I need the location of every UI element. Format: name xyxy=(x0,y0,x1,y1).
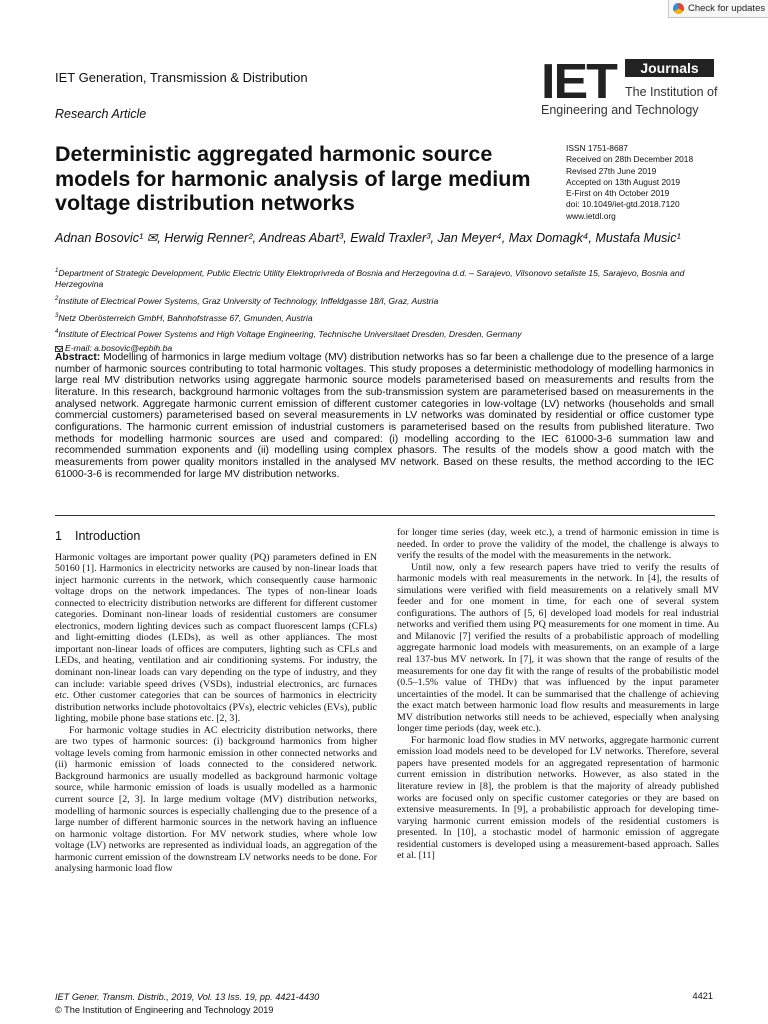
paragraph: for longer time series (day, week etc.), a trend of harmonic emission in time is needed. In order to prove the validity of the model, the challenge is always to verify the results of the model with the measurements in the network. xyxy=(397,527,719,562)
iet-journals-logo xyxy=(541,56,716,122)
paragraph: Until now, only a few research papers have tried to verify the results of harmonic models with real measurements in the network. In [4], the results of simulations were verified with field measurements on a relatively small MV feeder and for one moment in time, for each one of several system configurations. The authors of [5, 6] developed load models for real industrial networks and verified them using PQ measurements for one moment in time. Au and Milanovic [7] verified the results of a probabilistic approach of modelling aggregate harmonic load models with measurements, on an example of a large real 137-bus MV network. In [7], it was shown that the range of results of the measurements for one day fit with the range of results of the probabilistic model (0.5–1.5% value of THDv) that was influenced by the input parameter uncertainties of the model. It can be summarised that the challenge of achieving the exact match between harmonic load flow results and measurements in large MV distribution networks still needs to be achieved, especially when analysing longer time periods (day, week etc.). xyxy=(397,561,719,735)
section-heading xyxy=(55,531,377,543)
paper-title: Deterministic aggregated harmonic source models for harmonic analysis of large medium voltage distribution networks xyxy=(55,142,531,215)
section-title: Introduction xyxy=(75,529,141,543)
check-for-updates-button[interactable] xyxy=(668,0,768,18)
email-address[interactable]: E-mail: a.bosovic@epbih.ba xyxy=(65,343,173,354)
check-updates-label: Check for updates xyxy=(688,3,766,14)
affiliation-2: $^2$Institute of Electrical Power Systems, Graz University of Technology, Inffeldgasse 18/I, Graz, Austria xyxy=(55,295,439,306)
affiliation-3: $^3$Netz Oberösterreich GmbH, Bahnhofstrasse 67, Gmunden, Austria xyxy=(55,312,313,323)
citation: IET Gener. Transm. Distrib., 2019, Vol. 13 Iss. 19, pp. 4421-4430 xyxy=(55,992,320,1002)
issn: ISSN 1751-8687 xyxy=(566,143,628,153)
journal-name: IET Generation, Transmission & Distribution xyxy=(55,70,308,85)
abstract-divider xyxy=(55,515,715,516)
left-column xyxy=(55,527,377,875)
logo-line-2: Engineering and Technology xyxy=(541,103,699,117)
paragraph: For harmonic load flow studies in MV networks, aggregate harmonic current emission load models need to be developed for LV networks. Therefore, several papers have presented models for an aggregated representation of harmonic current emission in distribution networks. However, as also stated in the literature review in [8], the problem is that the majority of already published works are focused only on specific customer categories or they are based on extensive measurements. In [9], a probabilistic approach for developing time-varying harmonic current emission models of the residential customers is presented. In [10], a stochastic model of harmonic emission of aggregate residential customers is developed using a measurement-based approach. Salles et al. [11] xyxy=(397,734,719,862)
accepted-date: Accepted on 13th August 2019 xyxy=(566,176,681,187)
publication-info xyxy=(566,143,746,222)
received-date: Received on 28th December 2018 xyxy=(566,154,694,165)
e-first-date: E-First on 4th October 2019 xyxy=(566,188,670,199)
paragraph: Harmonic voltages are important power quality (PQ) parameters defined in EN 50160 [1]. Harmonics in electricity networks are caused by non-linear loads that inject harmonic currents in the network, which consequently cause harmonic voltage drops on the network impedances. The types of non-linear loads connected to electricity distribution networks are different for different customer categories. Dominant non-linear loads of residential customers are consumer electronics, modern lighting devices such as compact fluorescent lamps (CFLs) and light-emitting diodes (LEDs), as well as other appliances. The most important non-linear loads of offices are computers, lighting such as CFLs and LEDs, and heating, ventilation and air conditioning systems. For industry, the dominant non-linear loads can vary depending on the type of industry, and they can include: variable speed drives (VSDs), industrial electronics, arc furnaces etc. Other customer categories that can be sources of harmonics in electricity distribution networks include photovoltaics (PVs), electric vehicles (EVs), public lighting, mobile phone base stations etc. [2, 3]. xyxy=(55,551,377,725)
paragraph: For harmonic voltage studies in AC electricity distribution networks, there are two types of harmonic sources: (i) background harmonics from higher voltage levels coming from harmonic emission in other connected networks and (ii) harmonic emission of loads connected to the considered network. Background harmonics are usually modelled as background harmonic voltage source, while harmonic emission of loads is usually modelled as a harmonic current source [2, 3]. In large medium voltage (MV) distribution networks, modelling of harmonic sources is especially challenging due to the presence of a large number of different harmonic sources in the network having an influence on harmonic voltage distortion. For MV network studies, where whole low voltage (LV) networks are represented as individual loads, an aggregation of the harmonic current emission of the downstream LV networks needs to be done. For analysing harmonic load flow xyxy=(55,724,377,875)
author-list: Adnan Bosovic¹ ✉, Herwig Renner², Andreas Abart³, Ewald Traxler³, Jan Meyer⁴, Max Domagk⁴, Mustafa Music¹ xyxy=(55,231,681,245)
website-link[interactable]: www.ietdl.org xyxy=(566,210,616,221)
footer-left xyxy=(55,991,319,1017)
abstract-text: Modelling of harmonics in large medium voltage (MV) distribution networks has so far been a challenge due to the presence of a large number of harmonic sources contributing to total harmonic voltages. This study proposes a deterministic methodology of modelling harmonics in large real MV distribution networks using aggregate harmonic source models parameterised based on measurements and results from the literature. In this research, background harmonic voltages from the sub-transmission system are parameterised based on measurements in the analysed network. Aggregate harmonic current emission of different customer categories in low-voltage (LV) networks (households and small commercial customers) parameterised based on several measurements in LV networks was dominated by residential or office customer type configurations. The harmonic current emission of industrial customers is parameterised based on the results from published literature. Two methods for modelling harmonic sources are used and compared: (i) modelling according to the IEC 61000-3-6 summation law and recommended summation exponents and (ii) modelling using complex phasors. The results of the models show a good match with the measurements from power quality monitors installed in the analysed MV network. Based on these results, the method according to the IEC 61000-3-6 is recommended for large MV distribution networks. xyxy=(55,352,714,480)
copyright: © The Institution of Engineering and Technology 2019 xyxy=(55,1005,274,1015)
doi[interactable]: doi: 10.1049/iet-gtd.2018.7120 xyxy=(566,199,680,210)
check-updates-icon xyxy=(673,3,684,14)
abstract-label: Abstract: xyxy=(55,352,101,363)
logo-mark: IET xyxy=(541,54,616,110)
section-number: 1 xyxy=(55,529,62,543)
logo-line-1: The Institution of xyxy=(625,85,718,99)
affiliations xyxy=(55,266,720,358)
page-number: 4421 xyxy=(692,991,713,1001)
affiliation-1: $^1$Department of Strategic Development, Public Electric Utility Elektroprivreda of Bosnia and Herzegovina d.d. – Sarajevo, Vilsonovo setaliste 15, Sarajevo, Bosnia and Herzegovina xyxy=(55,267,685,290)
article-type: Research Article xyxy=(55,107,147,121)
logo-badge: Journals xyxy=(625,59,714,77)
right-column xyxy=(397,527,719,862)
revised-date: Revised 27th June 2019 xyxy=(566,165,657,176)
affiliation-4: $^4$Institute of Electrical Power Systems and High Voltage Engineering, Technische Universitaet Dresden, Dresden, Germany xyxy=(55,328,522,339)
abstract xyxy=(55,352,714,480)
